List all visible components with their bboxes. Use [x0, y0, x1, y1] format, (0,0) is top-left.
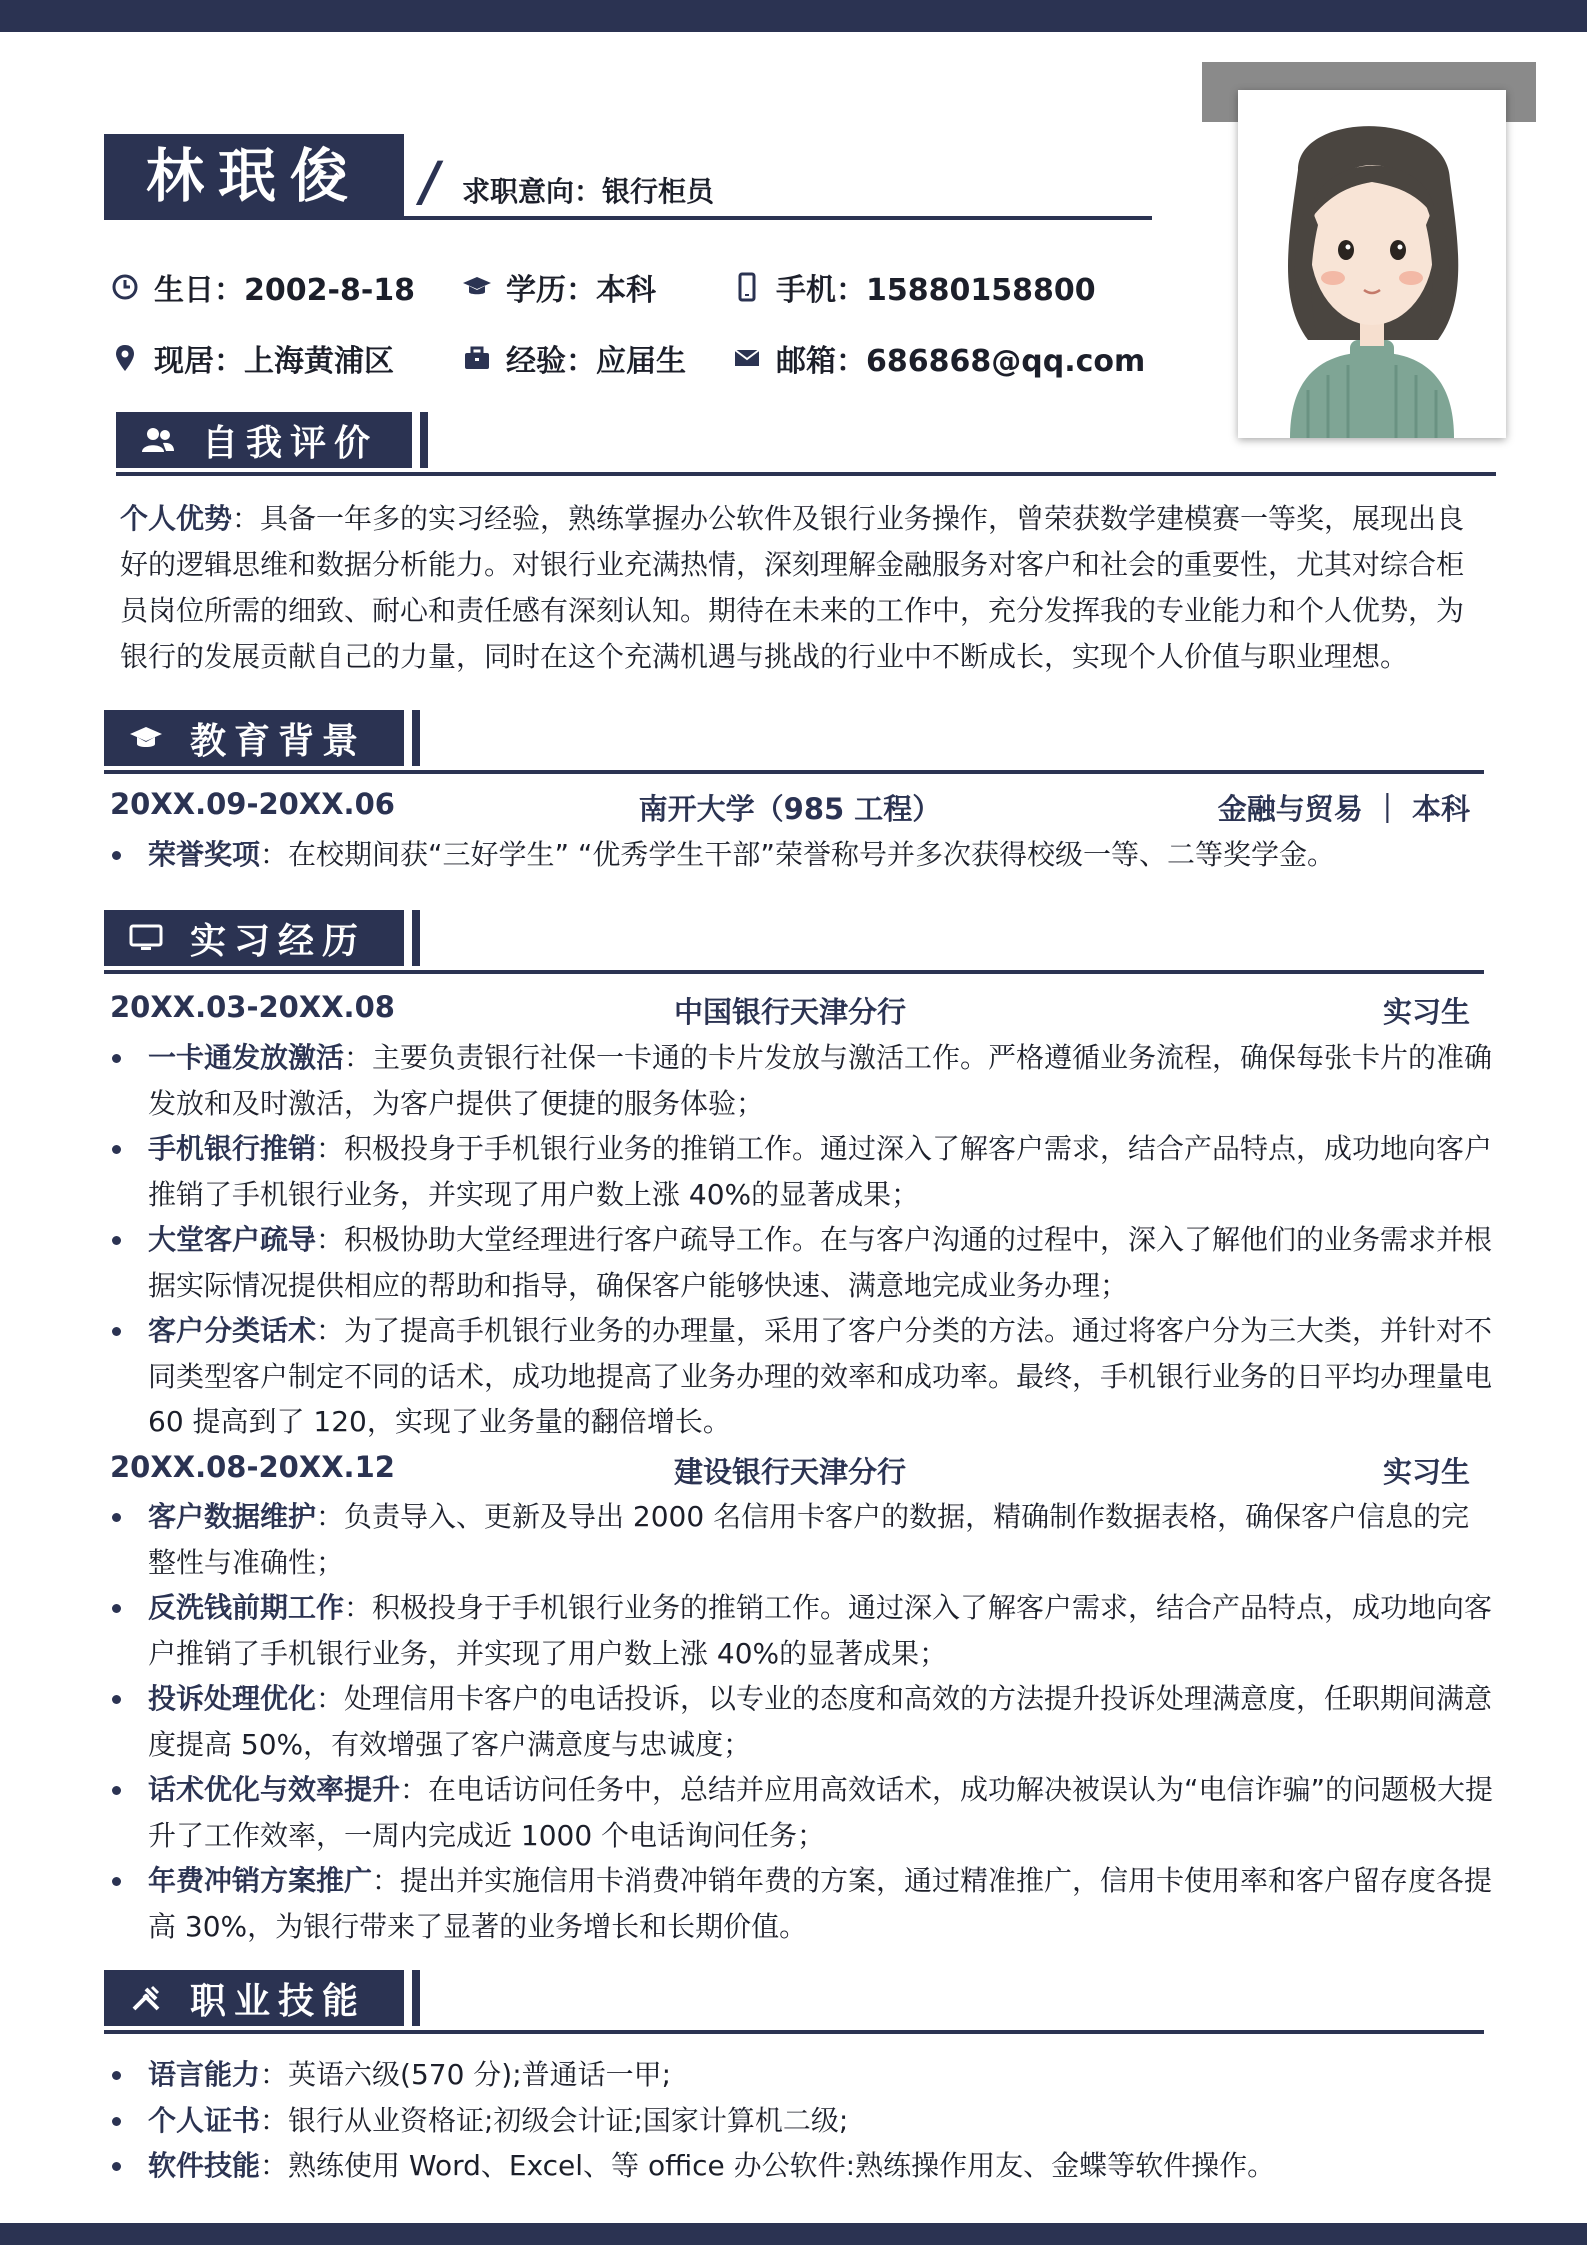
list-item: 个人证书：银行从业资格证;初级会计证;国家计算机二级; [110, 2098, 1495, 2144]
job-row [110, 990, 1470, 1030]
profile-photo [1238, 90, 1506, 438]
users-icon [138, 426, 178, 454]
job-period: 20XX.03-20XX.08 [110, 990, 395, 1024]
envelope-icon [730, 347, 764, 369]
section-divider [116, 472, 1496, 476]
job-role: 实习生 [1382, 995, 1470, 1029]
education-row [110, 787, 1470, 827]
list-item: 客户分类话术：为了提高手机银行业务的办理量，采用了客户分类的方法。通过将客户分为三大类，并针对不同类型客户制定不同的话术，成功地提高了业务办理的效率和成功率。最终，手机银行业务的日平均办理量电 60 提高到了 120，实现了业务量的翻倍增长。 [110, 1308, 1495, 1445]
phone-icon [730, 272, 764, 302]
cartoon-avatar [1238, 90, 1506, 438]
tools-icon [126, 1983, 166, 2013]
list-item: 话术优化与效率提升：在电话访问任务中，总结并应用高效话术，成功解决被误认为“电信诈骗”的问题极大提升了工作效率，一周内完成近 1000 个电话询问任务； [110, 1767, 1495, 1858]
section-divider [104, 970, 1484, 974]
info-email: 邮箱：686868@qq.com [730, 336, 1145, 380]
title-slash: / [414, 150, 446, 213]
list-item: 软件技能：熟练使用 Word、Excel、等 office 办公软件:熟练操作用友、金蝶等软件操作。 [110, 2143, 1495, 2189]
list-item: 反洗钱前期工作：积极投身于手机银行业务的推销工作。通过深入了解客户需求，结合产品特点，成功地向客户推销了手机银行业务，并实现了用户数上涨 40%的显著成果； [110, 1585, 1495, 1676]
section-title: 教育背景 [190, 720, 367, 762]
education-period: 20XX.09-20XX.06 [110, 787, 395, 821]
section-title: 职业技能 [190, 1980, 367, 2022]
job-row [110, 1450, 1470, 1490]
job-period: 20XX.08-20XX.12 [110, 1450, 395, 1484]
job-target: 求职意向：银行柜员 [462, 175, 715, 208]
list-item: 荣誉奖项：在校期间获“三好学生” “优秀学生干部”荣誉称号并多次获得校级一等、二等奖学金。 [110, 832, 1495, 878]
education-bullets [110, 832, 1495, 878]
candidate-name: 林珉俊 [104, 134, 404, 218]
list-item: 一卡通发放激活：主要负责银行社保一卡通的卡片发放与激活工作。严格遵循业务流程，确保每张卡片的准确发放和及时激活，为客户提供了便捷的服务体验； [110, 1035, 1495, 1126]
info-education: 学历：本科 [460, 265, 656, 309]
job-role: 实习生 [1382, 1455, 1470, 1489]
info-birthday: 生日：2002-8-18 [108, 265, 415, 309]
job-bullets [110, 1494, 1495, 1949]
list-item: 手机银行推销：积极投身于手机银行业务的推销工作。通过深入了解客户需求，结合产品特点，成功地向客户推销了手机银行业务，并实现了用户数上涨 40%的显著成果； [110, 1126, 1495, 1217]
clock-icon [108, 273, 142, 301]
list-item: 年费冲销方案推广：提出并实施信用卡消费冲销年费的方案，通过精准推广，信用卡使用率和客户留存度各提高 30%，为银行带来了显著的业务增长和长期价值。 [110, 1858, 1495, 1949]
section-divider [104, 2030, 1484, 2034]
graduation-cap-icon [460, 274, 494, 300]
graduation-cap-icon [126, 724, 166, 752]
briefcase-icon [460, 345, 494, 371]
self-eval-text: 个人优势：具备一年多的实习经验，熟练掌握办公软件及银行业务操作，曾荣获数学建模赛一等奖，展现出良好的逻辑思维和数据分析能力。对银行业充满热情，深刻理解金融服务对客户和社会的重要性，尤其对综合柜员岗位所需的细致、耐心和责任感有深刻认知。期待在未来的工作中，充分发挥我的专业能力和个人优势，为银行的发展贡献自己的力量，同时在这个充满机遇与挑战的行业中不断成长，实现个人价值与职业理想。 [120, 502, 1465, 673]
education-school: 南开大学（985 工程） [638, 792, 942, 826]
list-item: 大堂客户疏导：积极协助大堂经理进行客户疏导工作。在与客户沟通的过程中，深入了解他们的业务需求并根据实际情况提供相应的帮助和指导，确保客户能够快速、满意地完成业务办理； [110, 1217, 1495, 1308]
section-header-education [104, 710, 1484, 766]
skills-bullets [110, 2052, 1495, 2189]
monitor-icon [126, 924, 166, 952]
list-item: 客户数据维护：负责导入、更新及导出 2000 名信用卡客户的数据，精确制作数据表格，确保客户信息的完整性与准确性； [110, 1494, 1495, 1585]
section-title: 自我评价 [202, 422, 379, 464]
job-company: 建设银行天津分行 [673, 1455, 906, 1489]
info-experience: 经验：应届生 [460, 336, 686, 380]
job-company: 中国银行天津分行 [673, 995, 906, 1029]
section-header-self-eval [116, 412, 1496, 468]
section-title: 实习经历 [190, 920, 367, 962]
top-bar [0, 0, 1587, 32]
info-residence: 现居：上海黄浦区 [108, 336, 394, 380]
list-item: 投诉处理优化：处理信用卡客户的电话投诉，以专业的态度和高效的方法提升投诉处理满意度，任职期间满意度提高 50%，有效增强了客户满意度与忠诚度； [110, 1676, 1495, 1767]
section-header-skills [104, 1970, 1484, 2026]
info-phone: 手机：15880158800 [730, 265, 1096, 309]
bottom-bar [0, 2223, 1587, 2245]
job-bullets [110, 1035, 1495, 1445]
header-divider [104, 216, 1152, 220]
section-divider [104, 770, 1484, 774]
section-header-internship [104, 910, 1484, 966]
education-major: 金融与贸易 ｜ 本科 [1217, 792, 1470, 826]
location-pin-icon [108, 343, 142, 373]
list-item: 语言能力：英语六级(570 分);普通话一甲; [110, 2052, 1495, 2098]
